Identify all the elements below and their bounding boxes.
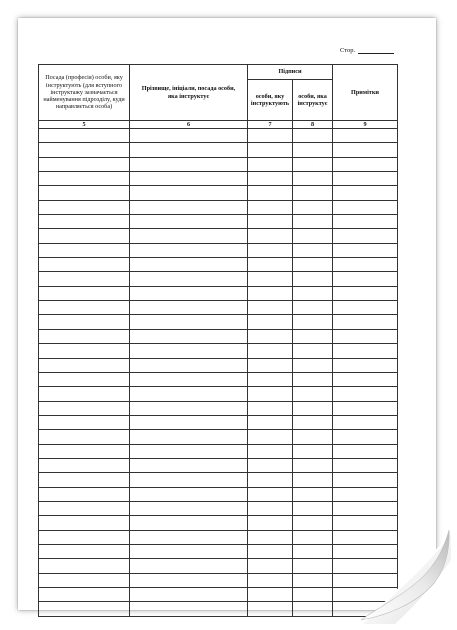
table-cell[interactable] xyxy=(293,559,333,573)
table-cell[interactable] xyxy=(39,487,130,501)
table-cell[interactable] xyxy=(130,401,248,415)
table-cell[interactable] xyxy=(248,157,293,171)
table-cell[interactable] xyxy=(130,272,248,286)
briefing-journal-table xyxy=(38,64,398,617)
table-cell[interactable] xyxy=(248,602,293,616)
table-cell[interactable] xyxy=(130,516,248,530)
table-cell[interactable] xyxy=(293,358,333,372)
table-cell[interactable] xyxy=(39,186,130,200)
table-cell[interactable] xyxy=(130,544,248,558)
table-row xyxy=(39,301,398,315)
table-cell[interactable] xyxy=(248,559,293,573)
table-cell[interactable] xyxy=(39,344,130,358)
table-cell[interactable] xyxy=(130,588,248,602)
table-cell[interactable] xyxy=(248,272,293,286)
table-cell[interactable] xyxy=(333,415,398,429)
table-cell[interactable] xyxy=(248,387,293,401)
table-cell[interactable] xyxy=(293,315,333,329)
table-cell[interactable] xyxy=(333,315,398,329)
table-cell[interactable] xyxy=(248,315,293,329)
table-cell[interactable] xyxy=(39,444,130,458)
table-cell[interactable] xyxy=(293,272,333,286)
table-row xyxy=(39,200,398,214)
table-row xyxy=(39,258,398,272)
table-cell[interactable] xyxy=(248,573,293,587)
table-row xyxy=(39,186,398,200)
table-cell[interactable] xyxy=(333,143,398,157)
table-cell[interactable] xyxy=(39,143,130,157)
table-cell[interactable] xyxy=(130,229,248,243)
table-cell[interactable] xyxy=(39,415,130,429)
table-cell[interactable] xyxy=(248,186,293,200)
table-cell[interactable] xyxy=(333,272,398,286)
table-cell[interactable] xyxy=(293,430,333,444)
header-col-6: Прізвище, ініціали, посада особи, яка інструктує xyxy=(130,65,248,121)
column-number: 6 xyxy=(130,121,248,129)
table-cell[interactable] xyxy=(39,229,130,243)
table-cell[interactable] xyxy=(39,329,130,343)
table-cell[interactable] xyxy=(248,588,293,602)
header-col-8: особи, яка інструктує xyxy=(293,80,333,121)
table-cell[interactable] xyxy=(333,358,398,372)
table-cell[interactable] xyxy=(333,172,398,186)
table-row xyxy=(39,387,398,401)
table-cell[interactable] xyxy=(130,186,248,200)
table-cell[interactable] xyxy=(333,588,398,602)
table-cell[interactable] xyxy=(248,243,293,257)
table-cell[interactable] xyxy=(248,258,293,272)
table-cell[interactable] xyxy=(130,573,248,587)
table-cell[interactable] xyxy=(39,573,130,587)
table-cell[interactable] xyxy=(39,272,130,286)
table-cell[interactable] xyxy=(130,602,248,616)
table-cell[interactable] xyxy=(333,401,398,415)
table-cell[interactable] xyxy=(293,444,333,458)
table-cell[interactable] xyxy=(248,544,293,558)
table-cell[interactable] xyxy=(39,516,130,530)
table-cell[interactable] xyxy=(333,444,398,458)
table-cell[interactable] xyxy=(39,588,130,602)
header-col-5: Посада (професія) особи, яку інструктують (для вступного інструктажу зазначається найменування підрозділу, куди направляється особа) xyxy=(39,65,130,121)
table-row xyxy=(39,329,398,343)
table-cell[interactable] xyxy=(130,301,248,315)
table-row xyxy=(39,315,398,329)
table-cell[interactable] xyxy=(333,387,398,401)
table-cell[interactable] xyxy=(130,315,248,329)
table-cell[interactable] xyxy=(248,215,293,229)
table-cell[interactable] xyxy=(39,215,130,229)
table-cell[interactable] xyxy=(333,559,398,573)
table-cell[interactable] xyxy=(333,344,398,358)
table-row xyxy=(39,501,398,515)
table-cell[interactable] xyxy=(248,143,293,157)
table-row xyxy=(39,544,398,558)
table-cell[interactable] xyxy=(293,344,333,358)
table-cell[interactable] xyxy=(248,129,293,143)
table-cell[interactable] xyxy=(293,401,333,415)
table-cell[interactable] xyxy=(333,186,398,200)
table-row xyxy=(39,602,398,616)
table-cell[interactable] xyxy=(130,387,248,401)
table-cell[interactable] xyxy=(293,573,333,587)
table-cell[interactable] xyxy=(293,473,333,487)
table-cell[interactable] xyxy=(248,458,293,472)
table-cell[interactable] xyxy=(293,387,333,401)
table-cell[interactable] xyxy=(333,372,398,386)
table-cell[interactable] xyxy=(293,129,333,143)
page-number-field xyxy=(340,47,394,54)
table-cell[interactable] xyxy=(248,516,293,530)
table-cell[interactable] xyxy=(333,602,398,616)
table-cell[interactable] xyxy=(293,301,333,315)
table-cell[interactable] xyxy=(39,315,130,329)
table-cell[interactable] xyxy=(248,358,293,372)
header-signatures: Підписи xyxy=(248,65,333,80)
table-cell[interactable] xyxy=(293,186,333,200)
table-cell[interactable] xyxy=(333,243,398,257)
table-cell[interactable] xyxy=(130,329,248,343)
table-cell[interactable] xyxy=(39,258,130,272)
table-cell[interactable] xyxy=(39,129,130,143)
table-cell[interactable] xyxy=(39,501,130,515)
table-cell[interactable] xyxy=(293,143,333,157)
table-cell[interactable] xyxy=(39,458,130,472)
page-number-label: Стор. xyxy=(340,47,356,54)
table-cell[interactable] xyxy=(333,501,398,515)
table-cell[interactable] xyxy=(333,215,398,229)
table-cell[interactable] xyxy=(130,559,248,573)
table-cell[interactable] xyxy=(293,243,333,257)
table-cell[interactable] xyxy=(39,430,130,444)
table-cell[interactable] xyxy=(130,473,248,487)
table-row xyxy=(39,129,398,143)
table-cell[interactable] xyxy=(39,602,130,616)
table-cell[interactable] xyxy=(333,573,398,587)
column-numbers-row xyxy=(39,121,398,129)
table-cell[interactable] xyxy=(39,286,130,300)
table-cell[interactable] xyxy=(293,200,333,214)
table-cell[interactable] xyxy=(333,544,398,558)
table-row xyxy=(39,487,398,501)
table-cell[interactable] xyxy=(248,501,293,515)
table-row xyxy=(39,372,398,386)
table-cell[interactable] xyxy=(130,200,248,214)
table-cell[interactable] xyxy=(293,258,333,272)
table-cell[interactable] xyxy=(293,487,333,501)
page-number-blank[interactable] xyxy=(358,53,394,54)
table-cell[interactable] xyxy=(293,229,333,243)
table-cell[interactable] xyxy=(130,372,248,386)
table-row xyxy=(39,473,398,487)
table-cell[interactable] xyxy=(293,588,333,602)
table-cell[interactable] xyxy=(248,172,293,186)
table-cell[interactable] xyxy=(39,387,130,401)
table-cell[interactable] xyxy=(39,559,130,573)
table-row xyxy=(39,530,398,544)
table-cell[interactable] xyxy=(130,143,248,157)
table-cell[interactable] xyxy=(333,200,398,214)
table-cell[interactable] xyxy=(130,501,248,515)
table-cell[interactable] xyxy=(39,358,130,372)
table-cell[interactable] xyxy=(248,229,293,243)
column-number: 7 xyxy=(248,121,293,129)
table-cell[interactable] xyxy=(130,215,248,229)
table-cell[interactable] xyxy=(333,229,398,243)
table-row xyxy=(39,243,398,257)
table-cell[interactable] xyxy=(39,372,130,386)
table-cell[interactable] xyxy=(248,401,293,415)
table-row xyxy=(39,358,398,372)
table-cell[interactable] xyxy=(130,430,248,444)
table-cell[interactable] xyxy=(333,301,398,315)
table-cell[interactable] xyxy=(130,530,248,544)
table-cell[interactable] xyxy=(248,444,293,458)
column-number: 9 xyxy=(333,121,398,129)
table-cell[interactable] xyxy=(248,301,293,315)
header-col-7: особи, яку інструктують xyxy=(248,80,293,121)
table-cell[interactable] xyxy=(39,401,130,415)
table-cell[interactable] xyxy=(248,344,293,358)
table-cell[interactable] xyxy=(130,358,248,372)
table-cell[interactable] xyxy=(333,487,398,501)
table-cell[interactable] xyxy=(333,329,398,343)
table-row xyxy=(39,415,398,429)
table-cell[interactable] xyxy=(248,286,293,300)
table-cell[interactable] xyxy=(130,344,248,358)
table-cell[interactable] xyxy=(293,516,333,530)
table-row xyxy=(39,157,398,171)
table-cell[interactable] xyxy=(248,200,293,214)
table-cell[interactable] xyxy=(293,286,333,300)
table-cell[interactable] xyxy=(333,516,398,530)
table-cell[interactable] xyxy=(39,200,130,214)
header-col-9: Примітки xyxy=(333,65,398,121)
table-cell[interactable] xyxy=(293,544,333,558)
table-cell[interactable] xyxy=(293,329,333,343)
table-row xyxy=(39,344,398,358)
table-cell[interactable] xyxy=(130,157,248,171)
table-row xyxy=(39,229,398,243)
table-cell[interactable] xyxy=(130,172,248,186)
table-cell[interactable] xyxy=(39,544,130,558)
table-cell[interactable] xyxy=(333,286,398,300)
table-cell[interactable] xyxy=(293,458,333,472)
table-cell[interactable] xyxy=(130,415,248,429)
table-row xyxy=(39,430,398,444)
table-cell[interactable] xyxy=(293,530,333,544)
column-number: 8 xyxy=(293,121,333,129)
table-cell[interactable] xyxy=(333,129,398,143)
table-cell[interactable] xyxy=(130,243,248,257)
table-row xyxy=(39,559,398,573)
table-cell[interactable] xyxy=(333,157,398,171)
column-number: 5 xyxy=(39,121,130,129)
table-cell[interactable] xyxy=(293,372,333,386)
table-cell[interactable] xyxy=(293,157,333,171)
table-row xyxy=(39,143,398,157)
table-cell[interactable] xyxy=(293,172,333,186)
table-cell[interactable] xyxy=(130,129,248,143)
table-cell[interactable] xyxy=(333,430,398,444)
table-cell[interactable] xyxy=(248,329,293,343)
table-cell[interactable] xyxy=(248,415,293,429)
table-row xyxy=(39,215,398,229)
table-cell[interactable] xyxy=(293,501,333,515)
table-cell[interactable] xyxy=(130,286,248,300)
table-cell[interactable] xyxy=(130,444,248,458)
table-cell[interactable] xyxy=(333,530,398,544)
table-cell[interactable] xyxy=(333,473,398,487)
table-cell[interactable] xyxy=(333,258,398,272)
table-cell[interactable] xyxy=(248,487,293,501)
table-row xyxy=(39,401,398,415)
table-cell[interactable] xyxy=(248,430,293,444)
table-cell[interactable] xyxy=(248,530,293,544)
table-row xyxy=(39,516,398,530)
table-cell[interactable] xyxy=(130,458,248,472)
table-row xyxy=(39,286,398,300)
table-row xyxy=(39,172,398,186)
table-row xyxy=(39,573,398,587)
table-row xyxy=(39,588,398,602)
table-cell[interactable] xyxy=(333,458,398,472)
table-cell[interactable] xyxy=(39,157,130,171)
table-row xyxy=(39,444,398,458)
table-cell[interactable] xyxy=(39,473,130,487)
table-row xyxy=(39,458,398,472)
table-cell[interactable] xyxy=(130,487,248,501)
table-cell[interactable] xyxy=(130,258,248,272)
table-cell[interactable] xyxy=(248,372,293,386)
table-cell[interactable] xyxy=(293,215,333,229)
table-cell[interactable] xyxy=(39,301,130,315)
table-cell[interactable] xyxy=(39,530,130,544)
table-row xyxy=(39,272,398,286)
table-cell[interactable] xyxy=(293,415,333,429)
table-cell[interactable] xyxy=(39,243,130,257)
table-cell[interactable] xyxy=(293,602,333,616)
table-cell[interactable] xyxy=(248,473,293,487)
table-cell[interactable] xyxy=(39,172,130,186)
